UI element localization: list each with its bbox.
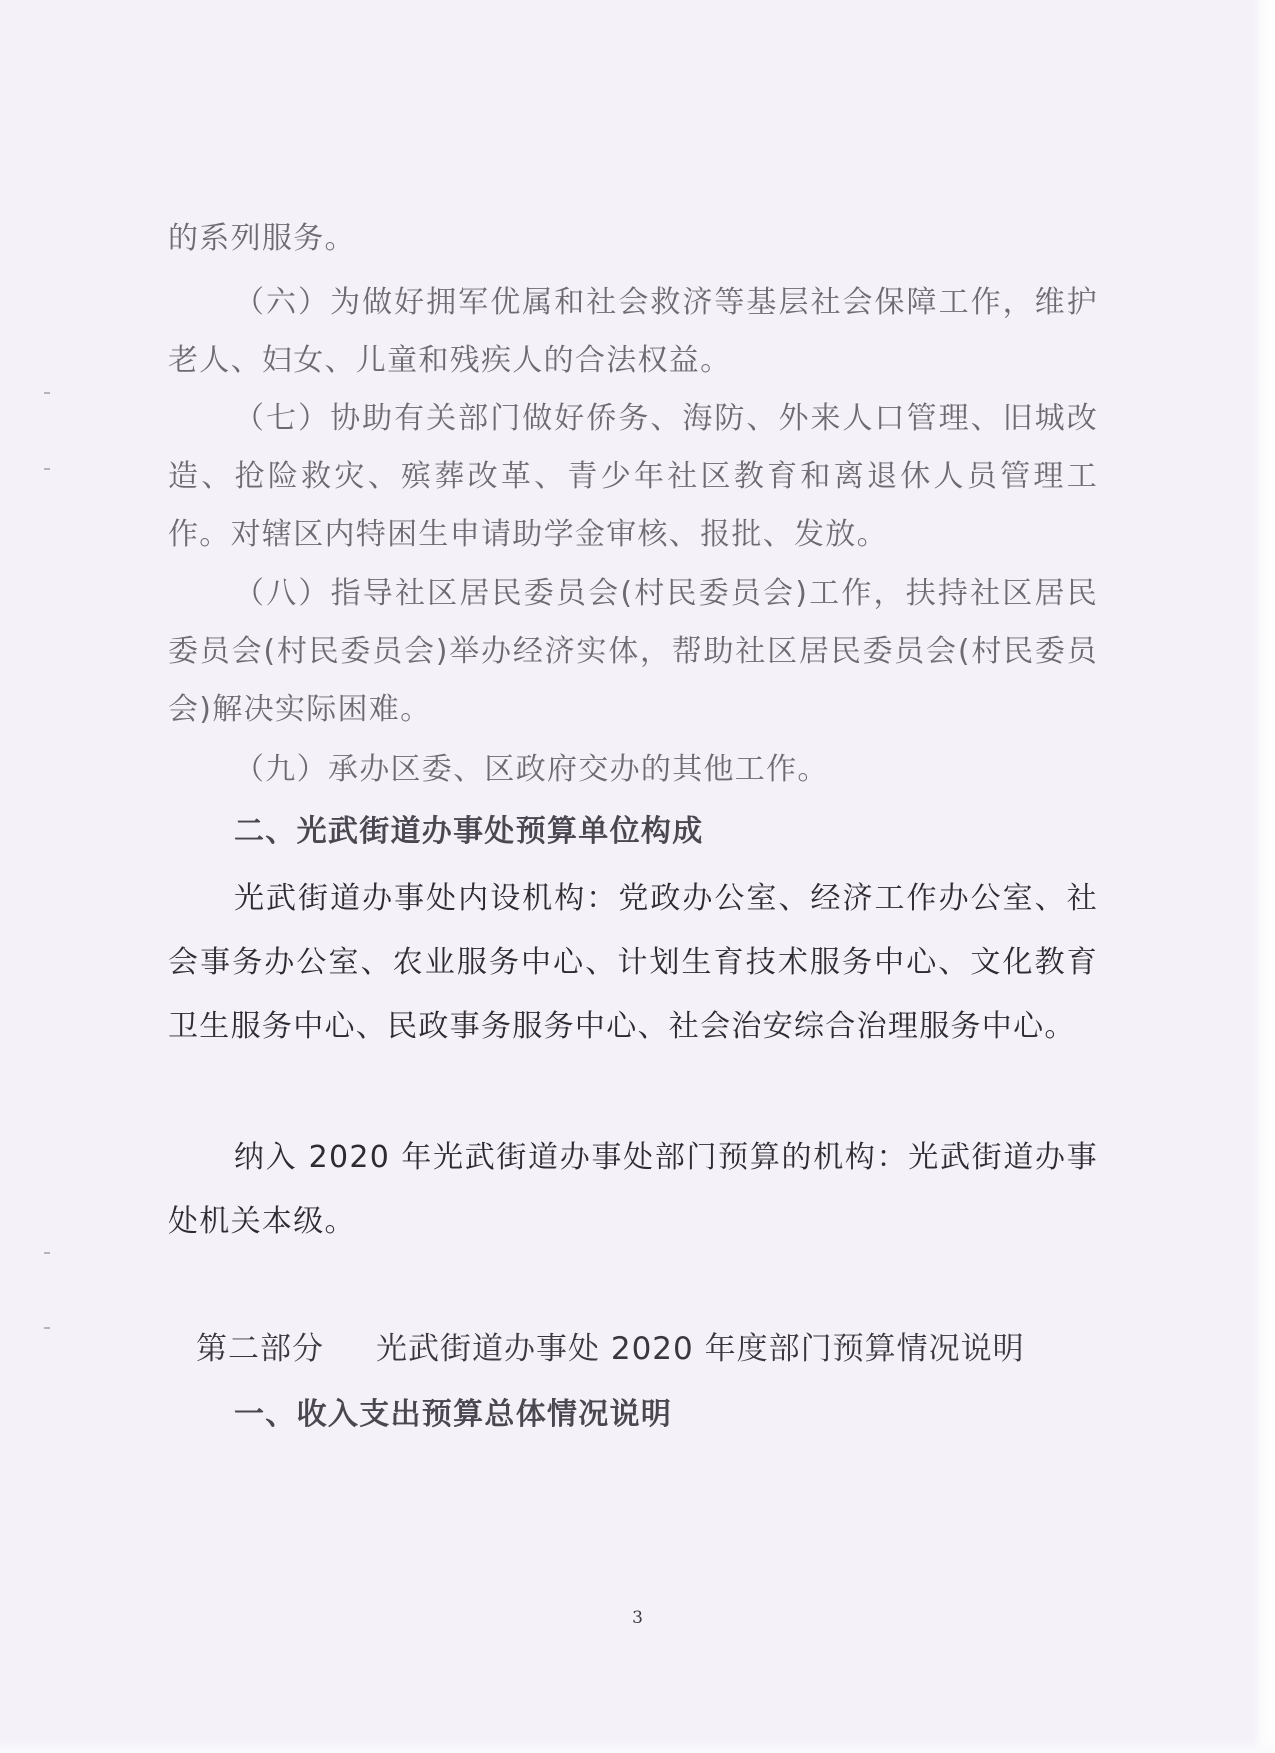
page-number: 3 <box>632 1608 643 1628</box>
scan-mark <box>44 392 50 394</box>
part-two-title <box>196 1323 1025 1368</box>
paragraph-item-eight: （八）指导社区居民委员会(村民委员会)工作，扶持社区居民委员会(村民委员会)举办经济实体，帮助社区居民委员会(村民委员会)解决实际困难。 <box>168 576 1098 727</box>
scan-mark <box>44 468 50 470</box>
paragraph-item-seven: （七）协助有关部门做好侨务、海防、外来人口管理、旧城改造、抢险救灾、殡葬改革、青少年社区教育和离退休人员管理工作。对辖区内特困生申请助学金审核、报批、发放。 <box>168 401 1098 552</box>
part-two-label: 第二部分 <box>196 1331 324 1367</box>
scan-mark <box>44 1252 50 1254</box>
scan-mark <box>44 1327 50 1329</box>
paragraph-internal-organizations: 光武街道办事处内设机构：党政办公室、经济工作办公室、社会事务办公室、农业服务中心、计划生育技术服务中心、文化教育卫生服务中心、民政事务服务中心、社会治安综合治理服务中心。 <box>168 881 1098 1044</box>
paragraph-item-nine: （九）承办区委、区政府交办的其他工作。 <box>234 752 829 787</box>
scan-edge <box>0 1739 1275 1753</box>
part-two-title-text: 光武街道办事处 2020 年度部门预算情况说明 <box>376 1331 1025 1367</box>
section-one-heading: 一、收入支出预算总体情况说明 <box>234 1397 673 1432</box>
scan-edge <box>1253 0 1275 1753</box>
paragraph-budget-scope: 纳入 2020 年光武街道办事处部门预算的机构：光武街道办事处机关本级。 <box>168 1140 1098 1239</box>
section-two-heading: 二、光武街道办事处预算单位构成 <box>234 814 704 849</box>
paragraph-continuation: 的系列服务。 <box>168 221 356 256</box>
paragraph-item-six: （六）为做好拥军优属和社会救济等基层社会保障工作，维护老人、妇女、儿童和残疾人的合法权益。 <box>168 285 1098 378</box>
